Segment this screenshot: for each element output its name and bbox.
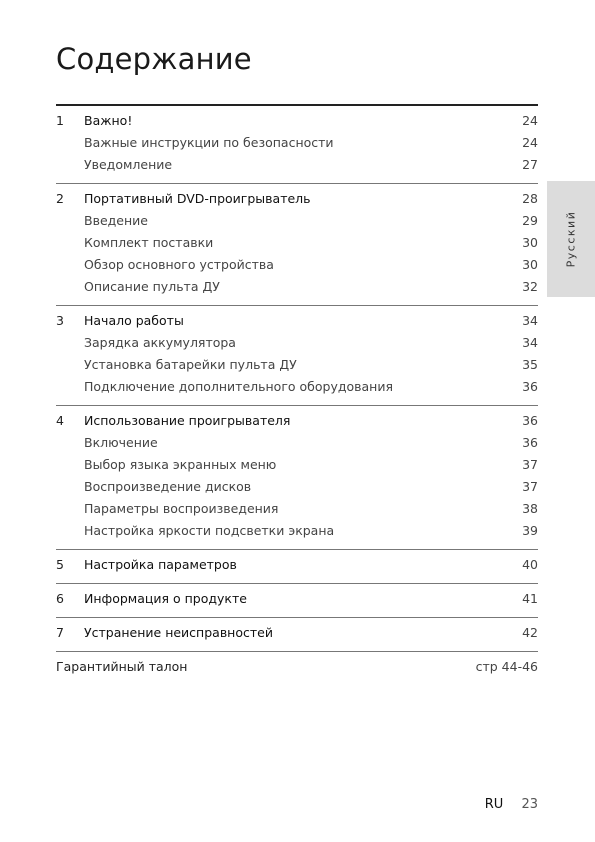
page-number: 30 (522, 235, 538, 250)
section-title: Начало работы (84, 313, 184, 328)
page-number: 34 (522, 313, 538, 328)
toc-section-4 (56, 410, 538, 550)
toc-section-1 (56, 106, 538, 184)
subsection-title: Важные инструкции по безопасности (84, 135, 334, 150)
toc-entry[interactable] (56, 110, 538, 132)
page-number: 36 (522, 379, 538, 394)
toc-section-6 (56, 588, 538, 618)
page-footer (485, 797, 538, 812)
toc-entry[interactable] (56, 432, 538, 454)
section-title: Информация о продукте (84, 591, 247, 606)
subsection-title: Подключение дополнительного оборудования (84, 379, 393, 394)
subsection-title: Уведомление (84, 157, 173, 172)
toc-entry[interactable] (56, 454, 538, 476)
toc-entry[interactable] (56, 498, 538, 520)
section-number: 3 (56, 313, 64, 328)
toc-entry[interactable] (56, 254, 538, 276)
toc-entry[interactable] (56, 354, 538, 376)
section-divider (56, 549, 538, 550)
subsection-title: Обзор основного устройства (84, 257, 274, 272)
section-title: Использование проигрывателя (84, 413, 291, 428)
section-title: Настройка параметров (84, 557, 237, 572)
subsection-title: Введение (84, 213, 148, 228)
toc-entry[interactable] (56, 410, 538, 432)
subsection-title: Настройка яркости подсветки экрана (84, 523, 335, 538)
toc-entry[interactable] (56, 476, 538, 498)
subsection-title: Комплект поставки (84, 235, 214, 250)
page-number: 28 (522, 191, 538, 206)
page-number: 27 (522, 157, 538, 172)
toc-entry[interactable] (56, 520, 538, 542)
section-number: 4 (56, 413, 64, 428)
page-number: 29 (522, 213, 538, 228)
section-number: 5 (56, 557, 64, 572)
page-number: 36 (522, 413, 538, 428)
section-number: 1 (56, 113, 64, 128)
toc-section-2 (56, 188, 538, 306)
footer-page-number: 23 (521, 797, 538, 812)
page-number: 41 (522, 591, 538, 606)
subsection-title: Воспроизведение дисков (84, 479, 252, 494)
subsection-title: Выбор языка экранных меню (84, 457, 277, 472)
language-code: RU (484, 797, 504, 812)
section-divider (56, 405, 538, 406)
toc-section-5 (56, 554, 538, 584)
page-number: 24 (522, 135, 538, 150)
section-divider (56, 183, 538, 184)
page-number: 35 (522, 357, 538, 372)
section-title: Портативный DVD-проигрыватель (84, 191, 311, 206)
page-number: стр 44-46 (475, 659, 538, 674)
toc-entry[interactable] (56, 132, 538, 154)
page-number: 37 (522, 479, 538, 494)
section-divider (56, 651, 538, 652)
toc-entry[interactable] (56, 276, 538, 298)
subsection-title: Установка батарейки пульта ДУ (84, 357, 297, 372)
toc-section-7 (56, 622, 538, 652)
section-divider (56, 305, 538, 306)
section-number: 6 (56, 591, 64, 606)
page-title: Содержание (56, 42, 252, 76)
section-number: 7 (56, 625, 64, 640)
toc-entry[interactable] (56, 622, 538, 644)
toc-entry[interactable] (56, 188, 538, 210)
toc-entry[interactable] (56, 588, 538, 610)
section-title: Важно! (84, 113, 133, 128)
toc-entry[interactable] (56, 554, 538, 576)
subsection-title: Включение (84, 435, 158, 450)
toc-entry-warranty[interactable] (56, 656, 538, 678)
page-number: 30 (522, 257, 538, 272)
toc-section-3 (56, 310, 538, 406)
page-number: 38 (522, 501, 538, 516)
toc-entry[interactable] (56, 210, 538, 232)
subsection-title: Описание пульта ДУ (84, 279, 220, 294)
toc-entry[interactable] (56, 232, 538, 254)
subsection-title: Зарядка аккумулятора (84, 335, 236, 350)
toc-entry[interactable] (56, 376, 538, 398)
section-divider (56, 617, 538, 618)
page-number: 24 (522, 113, 538, 128)
section-number: 2 (56, 191, 64, 206)
section-title: Устранение неисправностей (84, 625, 273, 640)
page-number: 37 (522, 457, 538, 472)
toc-entry[interactable] (56, 154, 538, 176)
page-number: 40 (522, 557, 538, 572)
page-number: 42 (522, 625, 538, 640)
warranty-title: Гарантийный талон (56, 659, 188, 674)
table-of-contents (56, 106, 538, 678)
language-tab-label: Русский (564, 210, 578, 268)
page-number: 39 (522, 523, 538, 538)
page-number: 36 (522, 435, 538, 450)
toc-entry[interactable] (56, 332, 538, 354)
section-divider (56, 583, 538, 584)
page-number: 34 (522, 335, 538, 350)
subsection-title: Параметры воспроизведения (84, 501, 279, 516)
toc-entry[interactable] (56, 310, 538, 332)
language-side-tab (547, 181, 595, 297)
page-number: 32 (522, 279, 538, 294)
